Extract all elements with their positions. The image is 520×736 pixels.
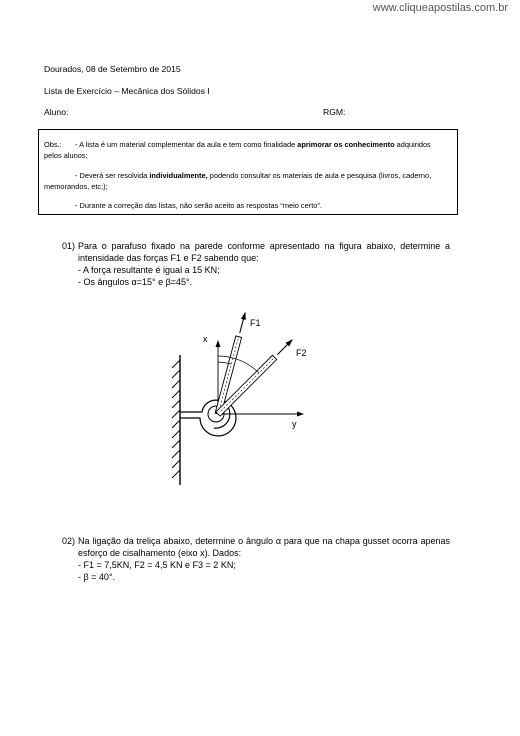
obs-item-1-cont: pelos alunos; [44,151,88,160]
question-1-number: 01) [62,241,76,251]
question-1-text: Para o parafuso fixado na parede conforme apresentado na figura abaixo, determine a intensidade das forças F1 e F2 sabendo que: [78,241,450,263]
question-2-number: 02) [62,536,76,546]
obs-item-3: - Durante a correção das listas, não serão aceito as respostas “meio certo”. [75,201,322,210]
obs-item-2-cont: memorandos, etc;); [44,182,108,191]
watermark: www.cliqueapostilas.com.br [372,2,508,14]
x-axis-label: x [203,334,208,344]
y-axis-arrow [297,412,304,417]
beta-arc [218,356,259,373]
obs-item-1-text: - A lista é um material complementar da aula e tem como finalidade [75,140,298,149]
question-1 [62,240,462,290]
obs-item-2 [75,171,431,181]
obs-item-1-bold: aprimorar os conhecimento [297,140,395,149]
obs-item-1-text-end: adquiridos [394,140,431,149]
f2-label: F2 [296,348,307,358]
y-axis-label: y [292,419,297,429]
observations-box [38,129,458,215]
date-line: Dourados, 08 de Setembro de 2015 [44,64,181,74]
rgm-label: RGM: [323,107,346,117]
bolt-force-diagram [160,300,360,490]
x-axis-arrow [216,340,221,347]
question-1-bullet-1: - A força resultante é igual a 15 KN; [78,265,220,275]
obs-item-2-text: - Deverá ser resolvida [75,171,150,180]
question-2-text: Na ligação da treliça abaixo, determine o ângulo α para que na chapa gusset ocorra apenas esforço de cisalhamento (eixo x). Dados: [78,536,450,558]
question-2-bullet-1: - F1 = 7,5KN, F2 = 4,5 KN e F3 = 2 KN; [78,560,236,570]
obs-item-2-bold: individualmente, [149,171,208,180]
obs-item-2-text-end: podendo consultar os materiais de aula e pesquisa (livros, caderno, [207,171,432,180]
question-1-bullet-2: - Os ângulos α=15° e β=45°. [78,277,193,287]
question-2 [62,535,462,585]
student-label: Aluno: [44,107,69,117]
f1-label: F1 [250,318,261,328]
wall-hatching [172,360,180,478]
question-2-bullet-2: - β = 40°. [78,572,116,582]
obs-item-1 [75,140,431,150]
subject-line: Lista de Exercício – Mecânica dos Sólidos I [44,86,210,96]
obs-label: Obs.: [44,140,62,149]
